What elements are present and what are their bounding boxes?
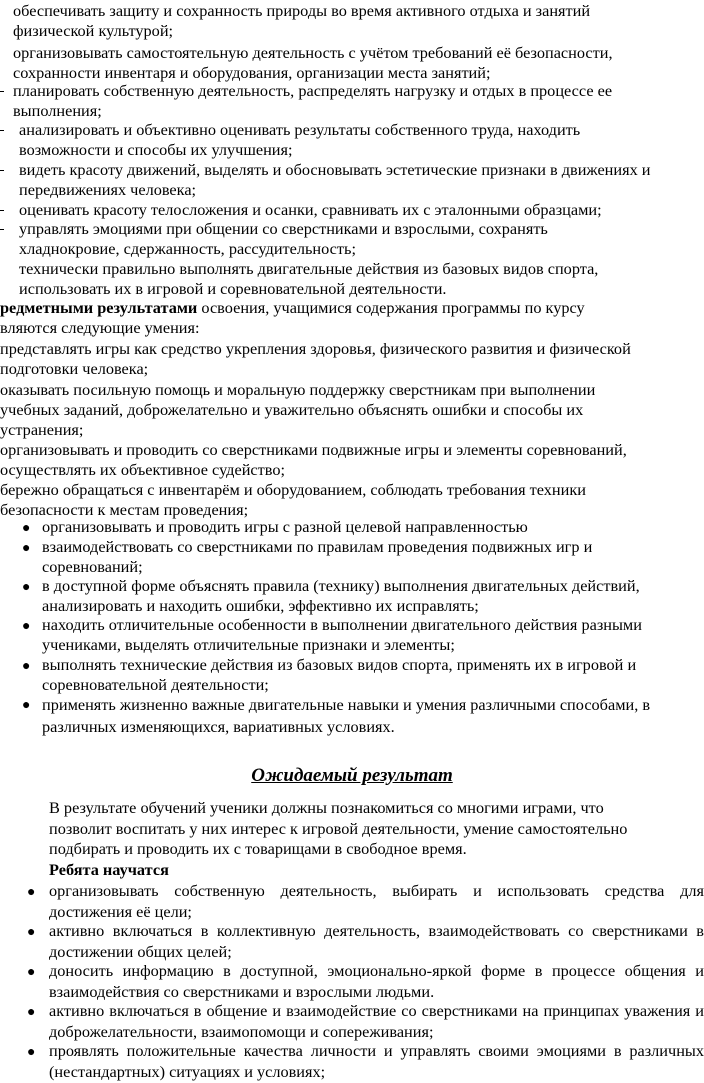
- bullet-icon: ●: [22, 659, 31, 674]
- list-item-continuation: подготовки человека;: [0, 359, 149, 378]
- dash-marker: [0, 170, 4, 171]
- list-item: анализировать и объективно оценивать результаты собственного труда, находить возможности и способы их улучшения;: [19, 120, 581, 159]
- list-item: применять жизненно важные двигательные навыки и умения различными способами, в различных изменяющихся, вариативных условиях.: [42, 695, 651, 736]
- list-item-continuation: осуществлять их объективное судейство;: [0, 460, 285, 479]
- bullet-icon: ●: [22, 698, 31, 713]
- list-item: управлять эмоциями при общении со сверстниками и взрослыми, сохранять хладнокровие, сдержанность, рассудительность;: [19, 219, 548, 258]
- expected-intro: В результате обучений ученики должны познакомиться со многими играми, что позволит воспитать у них интерес к игровой деятельности, умение самостоятельно подбирать и проводить их с товарищами в свободное время.: [49, 798, 628, 858]
- dash-marker: [0, 91, 4, 92]
- bullet-icon: ●: [22, 521, 31, 536]
- list-item: организовывать самостоятельную деятельность с учётом требований её безопасности, сохранности инвентаря и оборудования, организации места занятий;: [13, 43, 613, 82]
- subject-results-text: освоения, учащимися содержания программы по курсу: [197, 298, 585, 317]
- bullet-icon: ●: [27, 1005, 36, 1020]
- list-item: организовывать собственную деятельность, выбирать и использовать средства для достижения её цели;: [49, 881, 704, 921]
- dash-marker: [0, 130, 4, 131]
- list-item: оценивать красоту телосложения и осанки, сравнивать их с эталонными образцами;: [19, 200, 602, 219]
- list-item: организовывать и проводить игры с разной целевой направленностью: [42, 517, 528, 536]
- list-item: технически правильно выполнять двигательные действия из базовых видов спорта, использовать их в игровой и соревновательной деятельности.: [19, 259, 599, 298]
- list-item: доносить информацию в доступной, эмоционально-яркой форме в процессе общения и взаимодействия со сверстниками и взрослыми людьми.: [49, 961, 704, 1001]
- expected-subheading: Ребята научатся: [49, 860, 169, 879]
- subject-results-paragraph: [0, 298, 704, 318]
- bullet-icon: ●: [27, 1045, 36, 1060]
- bullet-icon: ●: [27, 965, 36, 980]
- dash-marker: [0, 229, 4, 230]
- bullet-icon: ●: [22, 541, 31, 556]
- bullet-icon: ●: [22, 619, 31, 634]
- list-item-continuation: учебных заданий, доброжелательно и уважительно объяснять ошибки и способы их: [0, 400, 584, 419]
- list-item: взаимодействовать со сверстниками по правилам проведения подвижных игр и соревнований;: [42, 537, 593, 576]
- list-item: активно включаться в общение и взаимодействие со сверстниками на принципах уважения и доброжелательности, взаимопомощи и сопереживания;: [49, 1001, 704, 1041]
- list-item-continuation: устранения;: [0, 420, 84, 439]
- list-item: находить отличительные особенности в выполнении двигательного действия разными учениками, выделять отличительные признаки и элементы;: [42, 615, 642, 654]
- subject-results-bold: редметными результатами: [0, 298, 198, 317]
- list-item: в доступной форме объяснять правила (технику) выполнения двигательных действий, анализировать и находить ошибки, эффективно их исправлять;: [42, 576, 640, 615]
- bullet-icon: ●: [27, 925, 36, 940]
- list-item: представлять игры как средство укрепления здоровья, физического развития и физической: [0, 339, 631, 358]
- list-item: организовывать и проводить со сверстниками подвижные игры и элементы соревнований,: [0, 440, 627, 459]
- list-item: выполнять технические действия из базовых видов спорта, применять их в игровой и соревновательной деятельности;: [42, 655, 637, 694]
- list-item-continuation: безопасности к местам проведения;: [0, 500, 249, 519]
- list-item: проявлять положительные качества личности и управлять своими эмоциями в различных (нестандартных) ситуациях и условиях;: [49, 1041, 704, 1081]
- list-item: активно включаться в коллективную деятельность, взаимодействовать со сверстниками в достижении общих целей;: [49, 921, 704, 961]
- list-item: видеть красоту движений, выделять и обосновывать эстетические признаки в движениях и передвижениях человека;: [19, 160, 651, 199]
- bullet-icon: ●: [22, 580, 31, 595]
- list-item: обеспечивать защиту и сохранность природы во время активного отдыха и занятий физической культурой;: [13, 1, 591, 40]
- bullet-icon: ●: [27, 885, 36, 900]
- list-item: оказывать посильную помощь и моральную поддержку сверстникам при выполнении: [0, 380, 596, 399]
- list-item: [13, 81, 663, 121]
- subject-results-line2: вляются следующие умения:: [0, 318, 200, 337]
- dash-marker: [0, 210, 4, 211]
- list-item-text: планировать собственную деятельность, распределять нагрузку и отдых в процессе ее выполнения;: [13, 81, 613, 120]
- list-item: бережно обращаться с инвентарём и оборудованием, соблюдать требования техники: [0, 480, 586, 499]
- expected-result-heading: Ожидаемый результат: [251, 765, 453, 786]
